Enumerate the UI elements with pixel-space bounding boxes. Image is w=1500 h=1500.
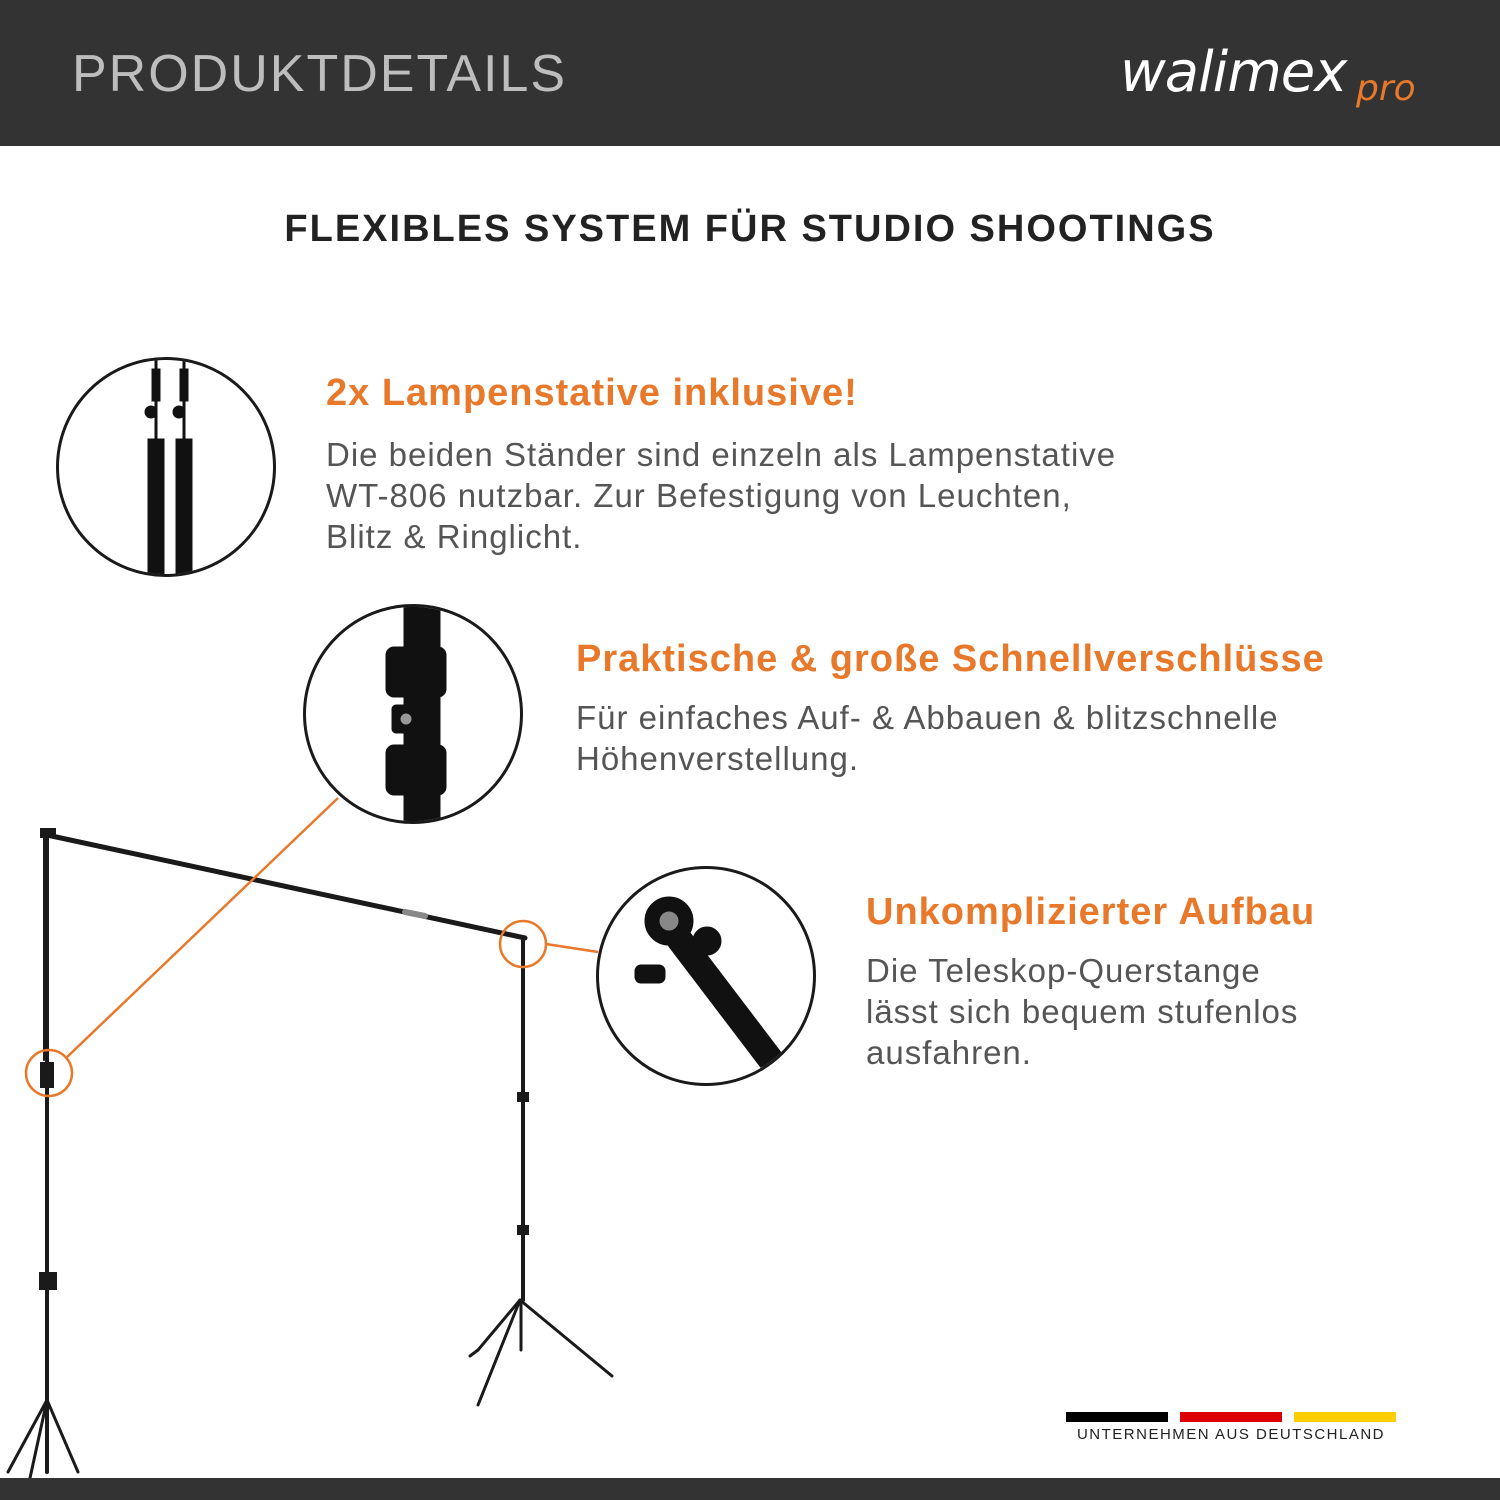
headline: FLEXIBLES SYSTEM FÜR STUDIO SHOOTINGS xyxy=(284,208,1216,250)
feature-title: 2x Lampenstative inklusive! xyxy=(326,372,858,414)
logo-wordmark: walimex xyxy=(1120,40,1347,105)
logo-suffix: pro xyxy=(1356,68,1416,109)
feature-description xyxy=(576,697,1279,779)
footer-bar xyxy=(0,1478,1500,1500)
quick-lock-icon xyxy=(306,607,520,821)
feature-title: Praktische & große Schnellverschlüsse xyxy=(576,638,1325,680)
origin-label: UNTERNEHMEN AUS DEUTSCHLAND xyxy=(1076,1426,1386,1443)
feature-line: Für einfaches Auf- & Abbauen & blitzschnelle xyxy=(576,699,1279,736)
flag-stripe-red xyxy=(1180,1412,1282,1422)
feature-line: ausfahren. xyxy=(866,1034,1032,1071)
crossbar-joint-icon xyxy=(599,869,813,1083)
feature-line: Höhenverstellung. xyxy=(576,740,859,777)
page-title: PRODUKTDETAILS xyxy=(72,45,568,103)
crossbar-joint-detail-image xyxy=(596,866,816,1086)
flag-stripe-gold xyxy=(1294,1412,1396,1422)
light-stands-icon xyxy=(59,360,273,574)
feature-line: Die beiden Ständer sind einzeln als Lampenstative xyxy=(326,436,1117,473)
feature-line: Blitz & Ringlicht. xyxy=(326,518,583,555)
flag-stripe-black xyxy=(1066,1412,1168,1422)
feature-title: Unkomplizierter Aufbau xyxy=(866,891,1316,933)
quick-lock-detail-image xyxy=(303,604,523,824)
feature-description xyxy=(866,950,1298,1073)
light-stands-detail-image xyxy=(56,357,276,577)
feature-line: lässt sich bequem stufenlos xyxy=(866,993,1299,1030)
feature-line: Die Teleskop-Querstange xyxy=(866,952,1261,989)
feature-line: WT-806 nutzbar. Zur Befestigung von Leuchten, xyxy=(326,477,1072,514)
feature-description xyxy=(326,434,1116,557)
